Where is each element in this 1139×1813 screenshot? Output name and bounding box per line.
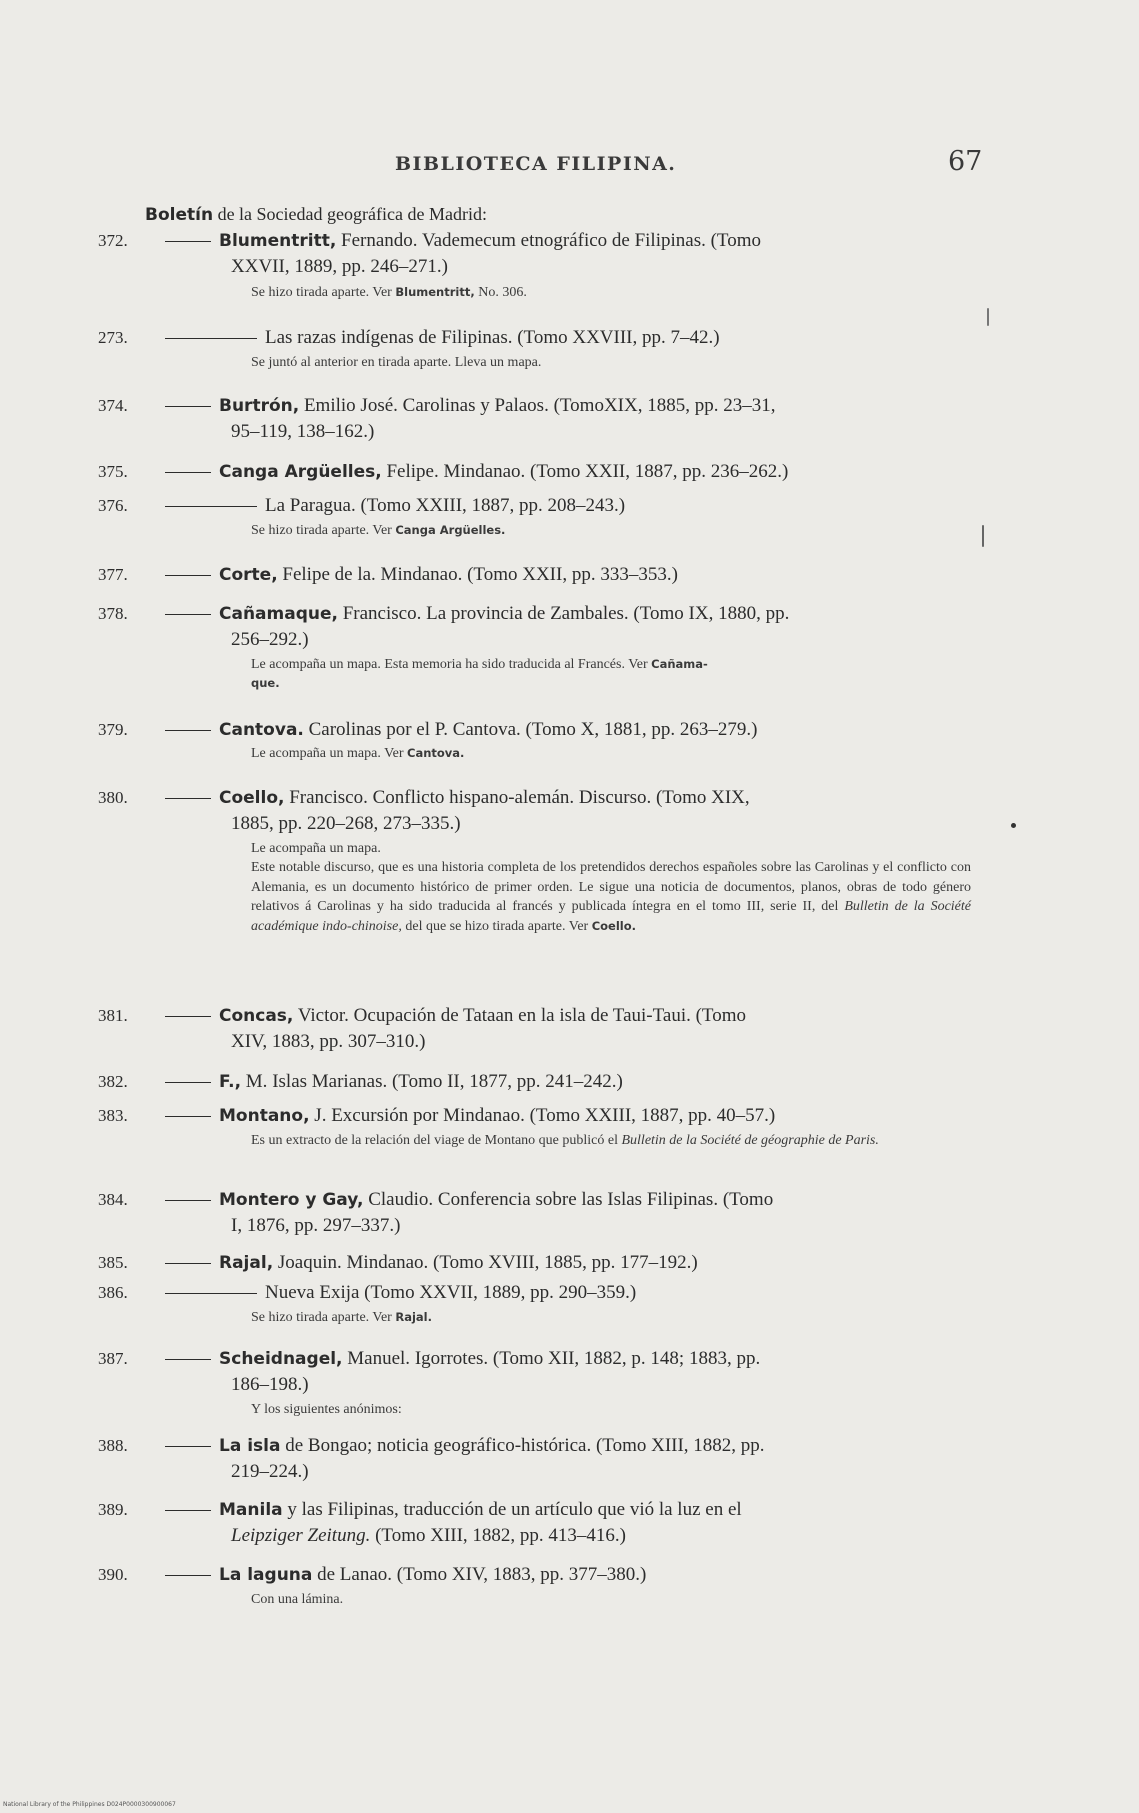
entry-388: 388. La isla de Bongao; noticia geográfico-histórica. (Tomo XIII, 1882, pp. 219–224.) <box>98 1435 765 1482</box>
intro-line <box>145 204 487 225</box>
entry-author: Blumentritt, <box>219 231 337 251</box>
entry-385: 385. Rajal, Joaquin. Mindanao. (Tomo XVIII, 1885, pp. 177–192.) <box>98 1252 698 1273</box>
entry-378: 378. Cañamaque, Francisco. La provincia de Zambales. (Tomo IX, 1880, pp. 256–292.) Le acompaña un mapa. Esta memoria ha sido traducida al Francés. Ver Cañama- que. <box>98 603 790 690</box>
intro-rest: de la Sociedad geográfica de Madrid: <box>217 204 487 224</box>
entry-383: 383. Montano, J. Excursión por Mindanao. (Tomo XXIII, 1887, pp. 40–57.) Es un extracto de la relación del viage de Montano que publicó el Bulletin de la Société de géographie de Paris. <box>98 1105 879 1148</box>
entry-386: 386. Nueva Exija (Tomo XXVII, 1889, pp. 290–359.) Se hizo tirada aparte. Ver Rajal. <box>98 1282 637 1325</box>
entry-379: 379. Cantova. Carolinas por el P. Cantova. (Tomo X, 1881, pp. 263–279.) Le acompaña un mapa. Ver Cantova. <box>98 719 758 761</box>
scan-footer: National Library of the Philippines D024P0000300900067 <box>3 1801 176 1808</box>
entry-273: 273. Las razas indígenas de Filipinas. (Tomo XXVIII, pp. 7–42.) Se juntó al anterior en tirada aparte. Lleva un mapa. <box>98 327 720 370</box>
entry-377: 377. Corte, Felipe de la. Mindanao. (Tomo XXII, pp. 333–353.) <box>98 564 678 585</box>
entry-387: 387. Scheidnagel, Manuel. Igorrotes. (Tomo XII, 1882, p. 148; 1883, pp. 186–198.) Y los siguientes anónimos: <box>98 1348 761 1417</box>
scan-speck <box>1011 823 1016 828</box>
page-header-title: BIBLIOTECA FILIPINA. <box>395 153 677 175</box>
entry-381: 381. Concas, Victor. Ocupación de Tataan en la isla de Taui-Taui. (Tomo XIV, 1883, pp. 307–310.) <box>98 1005 746 1052</box>
entry-389: 389. Manila y las Filipinas, traducción de un artículo que vió la luz en el Leipziger Zeitung. (Tomo XIII, 1882, pp. 413–416.) <box>98 1499 742 1546</box>
page-number: 67 <box>948 146 983 177</box>
entry-374: 374. Burtrón, Emilio José. Carolinas y Palaos. (TomoXIX, 1885, pp. 23–31, 95–119, 138–162.) <box>98 395 776 442</box>
scan-mark <box>982 525 984 547</box>
entry-375: 375. Canga Argüelles, Felipe. Mindanao. (Tomo XXII, 1887, pp. 236–262.) <box>98 461 789 482</box>
entry-384: 384. Montero y Gay, Claudio. Conferencia sobre las Islas Filipinas. (Tomo I, 1876, pp. 297–337.) <box>98 1189 774 1236</box>
entry-382: 382. F., M. Islas Marianas. (Tomo II, 1877, pp. 241–242.) <box>98 1071 623 1092</box>
intro-bold: Boletín <box>145 205 214 225</box>
entry-380: 380. Coello, Francisco. Conflicto hispano-alemán. Discurso. (Tomo XIX, 1885, pp. 220–268, 273–335.) Le acompaña un mapa. Este notable discurso, que es una historia completa de los pretendidos derechos españoles sobre las Carolinas y el conflicto con Alemania, es un documento histórico de primer orden. Le sigue una noticia de documentos, planos, obras de todo género relativos á Carolinas y ha sido traducida al francés y publicada íntegra en el tomo III, serie II, del Bulletin de la Société académique indo-chinoise, del que se hizo tirada aparte. Ver Coello. <box>98 787 971 934</box>
entry-372: 372. Blumentritt, Fernando. Vademecum etnográfico de Filipinas. (Tomo XXVII, 1889, pp. 246–271.) Se hizo tirada aparte. Ver Blumentritt, No. 306. <box>98 230 761 300</box>
entry-390: 390. La laguna de Lanao. (Tomo XIV, 1883, pp. 377–380.) Con una lámina. <box>98 1564 647 1607</box>
scan-mark <box>987 308 989 326</box>
entry-376: 376. La Paragua. (Tomo XXIII, 1887, pp. 208–243.) Se hizo tirada aparte. Ver Canga Argüelles. <box>98 495 626 538</box>
entry-number: 372. <box>98 231 128 250</box>
